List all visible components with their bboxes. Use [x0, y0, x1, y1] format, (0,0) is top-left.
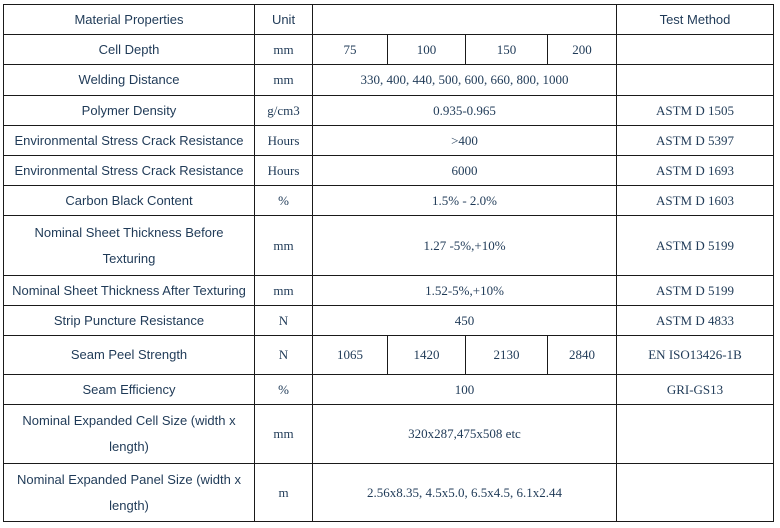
unit-cell: mm [255, 35, 313, 65]
table-row [4, 464, 774, 522]
unit-cell: mm [255, 65, 313, 96]
test-method-cell [617, 65, 774, 96]
test-method-cell: ASTM D 5397 [617, 126, 774, 156]
header-property: Material Properties [4, 5, 255, 35]
unit-cell: Hours [255, 156, 313, 186]
value-cell: 100 [313, 375, 617, 405]
table-row [4, 96, 774, 126]
property-cell: Strip Puncture Resistance [4, 306, 255, 336]
test-method-cell: EN ISO13426-1B [617, 336, 774, 375]
value-cell: 2.56x8.35, 4.5x5.0, 6.5x4.5, 6.1x2.44 [313, 464, 617, 522]
unit-cell: % [255, 375, 313, 405]
value-cell: 1.5% - 2.0% [313, 186, 617, 216]
unit-cell: m [255, 464, 313, 522]
unit-cell: mm [255, 216, 313, 276]
test-method-cell [617, 35, 774, 65]
value-cell: 75 [313, 35, 388, 65]
test-method-cell: ASTM D 1603 [617, 186, 774, 216]
value-cell: 1065 [313, 336, 388, 375]
test-method-cell: GRI-GS13 [617, 375, 774, 405]
property-cell: Nominal Expanded Panel Size (width x length) [4, 464, 255, 522]
header-value [313, 5, 617, 35]
property-cell: Cell Depth [4, 35, 255, 65]
table-row [4, 306, 774, 336]
table-row [4, 375, 774, 405]
value-cell: 2130 [466, 336, 548, 375]
table-row [4, 156, 774, 186]
value-cell: 1.27 -5%,+10% [313, 216, 617, 276]
unit-cell: mm [255, 405, 313, 464]
value-cell: 0.935-0.965 [313, 96, 617, 126]
property-cell: Nominal Expanded Cell Size (width x length) [4, 405, 255, 464]
property-cell: Nominal Sheet Thickness Before Texturing [4, 216, 255, 276]
table-row [4, 405, 774, 464]
test-method-cell [617, 405, 774, 464]
test-method-cell: ASTM D 5199 [617, 216, 774, 276]
table-row [4, 336, 774, 375]
value-cell: 320x287,475x508 etc [313, 405, 617, 464]
unit-cell: g/cm3 [255, 96, 313, 126]
table-row [4, 186, 774, 216]
value-cell: 100 [388, 35, 466, 65]
value-cell: 450 [313, 306, 617, 336]
value-cell: >400 [313, 126, 617, 156]
value-cell: 1420 [388, 336, 466, 375]
unit-cell: Hours [255, 126, 313, 156]
header-row [4, 5, 774, 35]
unit-cell: N [255, 336, 313, 375]
property-cell: Carbon Black Content [4, 186, 255, 216]
property-cell: Environmental Stress Crack Resistance [4, 126, 255, 156]
test-method-cell: ASTM D 1693 [617, 156, 774, 186]
value-cell: 1.52-5%,+10% [313, 276, 617, 306]
property-cell: Seam Efficiency [4, 375, 255, 405]
property-cell: Welding Distance [4, 65, 255, 96]
value-cell: 150 [466, 35, 548, 65]
property-cell: Nominal Sheet Thickness After Texturing [4, 276, 255, 306]
property-cell: Seam Peel Strength [4, 336, 255, 375]
property-cell: Polymer Density [4, 96, 255, 126]
table-row [4, 35, 774, 65]
table-row [4, 65, 774, 96]
value-cell: 2840 [548, 336, 617, 375]
unit-cell: mm [255, 276, 313, 306]
property-cell: Environmental Stress Crack Resistance [4, 156, 255, 186]
value-cell: 330, 400, 440, 500, 600, 660, 800, 1000 [313, 65, 617, 96]
value-cell: 200 [548, 35, 617, 65]
table-row [4, 126, 774, 156]
table-row [4, 216, 774, 276]
value-cell: 6000 [313, 156, 617, 186]
test-method-cell: ASTM D 1505 [617, 96, 774, 126]
material-properties-table [3, 4, 774, 522]
test-method-cell: ASTM D 4833 [617, 306, 774, 336]
unit-cell: N [255, 306, 313, 336]
header-test-method: Test Method [617, 5, 774, 35]
test-method-cell [617, 464, 774, 522]
unit-cell: % [255, 186, 313, 216]
header-unit: Unit [255, 5, 313, 35]
table-row [4, 276, 774, 306]
test-method-cell: ASTM D 5199 [617, 276, 774, 306]
